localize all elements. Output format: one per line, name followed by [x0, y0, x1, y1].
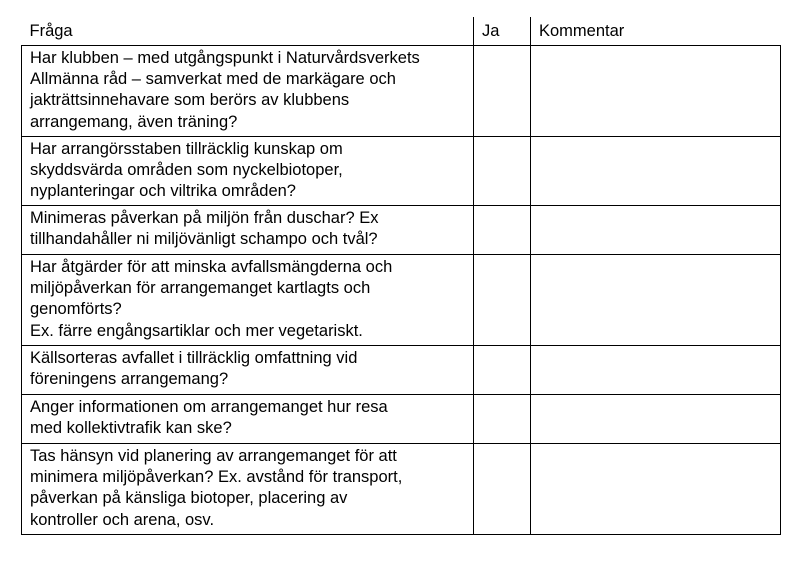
- comment-cell[interactable]: [531, 255, 781, 346]
- header-question: Fråga: [22, 17, 474, 46]
- table-row: [22, 255, 781, 346]
- question-cell: Har arrangörsstaben tillräcklig kunskap om skyddsvärda områden som nyckelbiotoper, nyplanteringar och viltrika områden?: [22, 137, 474, 206]
- yes-cell[interactable]: [474, 255, 531, 346]
- comment-cell[interactable]: [531, 206, 781, 255]
- yes-cell[interactable]: [474, 46, 531, 137]
- yes-cell[interactable]: [474, 346, 531, 395]
- table-body: [22, 46, 781, 535]
- yes-cell[interactable]: [474, 395, 531, 444]
- question-cell: Minimeras påverkan på miljön från duschar? Ex tillhandahåller ni miljövänligt schampo och tvål?: [22, 206, 474, 255]
- table-row: [22, 46, 781, 137]
- comment-cell[interactable]: [531, 137, 781, 206]
- comment-cell[interactable]: [531, 444, 781, 535]
- question-cell: Anger informationen om arrangemanget hur resa med kollektivtrafik kan ske?: [22, 395, 474, 444]
- yes-cell[interactable]: [474, 137, 531, 206]
- header-row: [22, 17, 781, 46]
- question-cell: Källsorteras avfallet i tillräcklig omfattning vid föreningens arrangemang?: [22, 346, 474, 395]
- yes-cell[interactable]: [474, 444, 531, 535]
- header-comment: Kommentar: [531, 17, 781, 46]
- table-row: [22, 444, 781, 535]
- checklist-table: [21, 17, 781, 535]
- table-row: [22, 395, 781, 444]
- comment-cell[interactable]: [531, 346, 781, 395]
- table-row: [22, 206, 781, 255]
- question-cell: Har klubben – med utgångspunkt i Naturvårdsverkets Allmänna råd – samverkat med de markägare och jakträttsinnehavare som berörs av klubbens arrangemang, även träning?: [22, 46, 474, 137]
- table-row: [22, 346, 781, 395]
- comment-cell[interactable]: [531, 395, 781, 444]
- question-cell: Tas hänsyn vid planering av arrangemanget för att minimera miljöpåverkan? Ex. avstånd för transport, påverkan på känsliga biotoper, placering av kontroller och arena, osv.: [22, 444, 474, 535]
- comment-cell[interactable]: [531, 46, 781, 137]
- question-cell: Har åtgärder för att minska avfallsmängderna och miljöpåverkan för arrangemanget kartlagts och genomförts? Ex. färre engångsartiklar och mer vegetariskt.: [22, 255, 474, 346]
- table-header: [22, 17, 781, 46]
- header-yes: Ja: [474, 17, 531, 46]
- table-row: [22, 137, 781, 206]
- yes-cell[interactable]: [474, 206, 531, 255]
